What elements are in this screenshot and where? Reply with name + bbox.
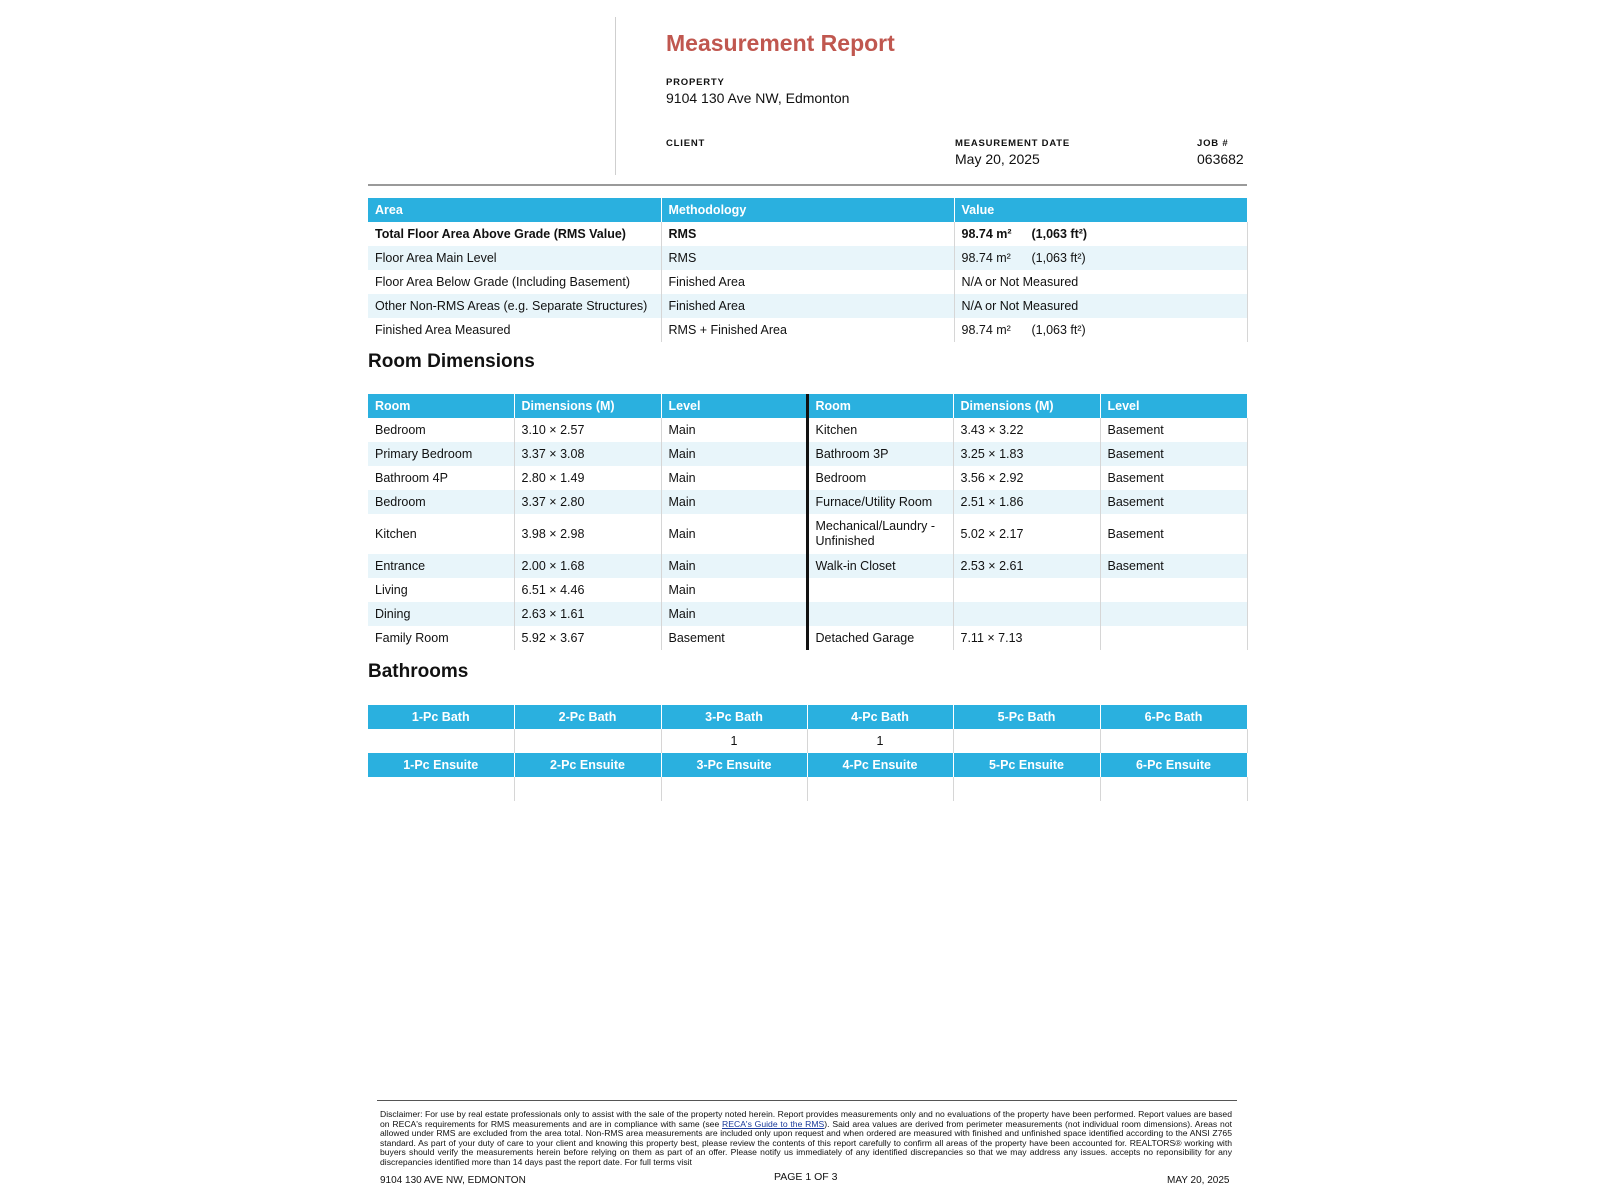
level-cell: Main [661, 514, 807, 554]
measurement-date-label: MEASUREMENT DATE [955, 138, 1071, 149]
room-name-cell: Bedroom [807, 466, 953, 490]
table-row [368, 514, 1247, 554]
room-name-cell: Dining [368, 602, 514, 626]
table-row [368, 602, 1247, 626]
room-name-cell: Bedroom [368, 418, 514, 442]
level-cell [1100, 602, 1247, 626]
method-cell: RMS [661, 246, 954, 270]
room-name-cell: Bedroom [368, 490, 514, 514]
client-label: CLIENT [666, 138, 706, 149]
metric-value: 98.74 m² [961, 227, 1012, 241]
level-header: Level [661, 394, 807, 418]
table-row [368, 270, 1247, 294]
room-name-cell: Primary Bedroom [368, 442, 514, 466]
room-dimensions-title: Room Dimensions [368, 351, 535, 372]
room-name-cell: Kitchen [368, 514, 514, 554]
level-cell: Basement [661, 626, 807, 650]
level-cell: Main [661, 578, 807, 602]
metric-value: 98.74 m² [961, 323, 1011, 337]
method-cell: RMS [661, 222, 954, 246]
area-cell: Other Non-RMS Areas (e.g. Separate Structures) [368, 294, 661, 318]
dimensions-cell: 3.98 × 2.98 [514, 514, 661, 554]
room-name-cell: Detached Garage [807, 626, 953, 650]
ensuite-header: 3-Pc Ensuite [661, 753, 807, 777]
value-cell: N/A or Not Measured [954, 270, 1247, 294]
ensuite-header: 6-Pc Ensuite [1100, 753, 1247, 777]
level-cell: Main [661, 602, 807, 626]
level-cell: Basement [1100, 554, 1247, 578]
level-cell: Basement [1100, 514, 1247, 554]
dimensions-cell: 2.53 × 2.61 [953, 554, 1100, 578]
table-row [368, 418, 1247, 442]
imperial-value: (1,063 ft²) [1031, 251, 1086, 265]
dimensions-cell: 5.92 × 3.67 [514, 626, 661, 650]
ensuite-count [953, 777, 1100, 801]
bath-values-row [368, 729, 1247, 753]
bathrooms-table [368, 705, 1248, 801]
value-header: Value [954, 198, 1247, 222]
dimensions-cell: 2.00 × 1.68 [514, 554, 661, 578]
table-row [368, 246, 1247, 270]
dimensions-cell [953, 602, 1100, 626]
ensuite-header: 1-Pc Ensuite [368, 753, 514, 777]
bath-count [514, 729, 661, 753]
property-label: PROPERTY [666, 77, 725, 88]
dimensions-cell: 2.80 × 1.49 [514, 466, 661, 490]
room-header: Room [807, 394, 953, 418]
method-cell: RMS + Finished Area [661, 318, 954, 342]
table-row [368, 222, 1247, 246]
ensuite-count [368, 777, 514, 801]
ensuite-header: 4-Pc Ensuite [807, 753, 953, 777]
bath-count: 1 [661, 729, 807, 753]
dimensions-cell: 5.02 × 2.17 [953, 514, 1100, 554]
value-cell [954, 318, 1247, 342]
level-cell: Main [661, 466, 807, 490]
rms-guide-link[interactable]: RECA's Guide to the RMS [722, 1118, 825, 1129]
area-table [368, 198, 1248, 342]
room-name-cell: Kitchen [807, 418, 953, 442]
dimensions-cell: 6.51 × 4.46 [514, 578, 661, 602]
table-row [368, 578, 1247, 602]
disclaimer-text-end: ). Said area values are derived from perimeter measurements (not individual room dimensions). Areas not allowed under RMS are excluded from the area total. Non-RMS area measurements are included only upon request and when ordered are measured with finished and unfinished space identified according to the ANSI Z765 standard. As part of your duty of care to your client and knowing this property best, please review the contents of this report carefully to confirm all areas of the property have been accounted for. REALTORS® working with buyers should verify the measurements herein before relying on them as part of an offer. Please notify us immediately of any identified discrepancies so that we may address any issues. accepts no reponsibility for any discrepancies identified more than 14 days past the report date. For full terms visit [380, 1118, 1232, 1167]
level-cell [1100, 626, 1247, 650]
level-cell: Main [661, 442, 807, 466]
area-cell: Total Floor Area Above Grade (RMS Value) [368, 222, 661, 246]
bath-count [1100, 729, 1247, 753]
footer-address: 9104 130 AVE NW, EDMONTON [380, 1175, 526, 1186]
dimensions-cell: 3.43 × 3.22 [953, 418, 1100, 442]
level-cell [1100, 578, 1247, 602]
room-table-body [368, 418, 1247, 650]
room-name-cell: Bathroom 4P [368, 466, 514, 490]
property-value: 9104 130 Ave NW, Edmonton [666, 90, 850, 106]
room-header: Room [368, 394, 514, 418]
room-name-cell: Furnace/Utility Room [807, 490, 953, 514]
level-cell: Basement [1100, 442, 1247, 466]
bath-header: 1-Pc Bath [368, 705, 514, 729]
dimensions-cell: 2.63 × 1.61 [514, 602, 661, 626]
dimensions-cell: 3.25 × 1.83 [953, 442, 1100, 466]
method-cell: Finished Area [661, 294, 954, 318]
ensuite-header: 5-Pc Ensuite [953, 753, 1100, 777]
level-cell: Main [661, 490, 807, 514]
bath-header: 4-Pc Bath [807, 705, 953, 729]
table-row [368, 490, 1247, 514]
method-cell: Finished Area [661, 270, 954, 294]
dimensions-cell: 3.37 × 2.80 [514, 490, 661, 514]
ensuite-count [807, 777, 953, 801]
dimensions-cell: 3.10 × 2.57 [514, 418, 661, 442]
page-title: Measurement Report [666, 30, 895, 56]
dimensions-cell: 3.37 × 3.08 [514, 442, 661, 466]
value-cell: N/A or Not Measured [954, 294, 1247, 318]
disclaimer-text-start: Disclaimer: For use by real estate professionals only to assist with the sale of the property noted herein. Report provides measurements only and no evaluations of the property have been performed. Report values are based on RECA's requirements for RMS measurements and are in compliance with same (see [380, 1109, 1232, 1129]
page-number: PAGE 1 OF 3 [774, 1171, 838, 1183]
area-cell: Floor Area Main Level [368, 246, 661, 270]
area-cell: Floor Area Below Grade (Including Basement) [368, 270, 661, 294]
header-divider [615, 17, 616, 175]
room-name-cell [807, 578, 953, 602]
table-row [368, 294, 1247, 318]
disclaimer [380, 1110, 1232, 1167]
imperial-value: (1,063 ft²) [1031, 227, 1088, 241]
room-name-cell: Family Room [368, 626, 514, 650]
level-cell: Main [661, 418, 807, 442]
ensuite-count [1100, 777, 1247, 801]
metric-value: 98.74 m² [961, 251, 1011, 265]
level-cell: Basement [1100, 418, 1247, 442]
bath-header: 5-Pc Bath [953, 705, 1100, 729]
bath-header: 3-Pc Bath [661, 705, 807, 729]
job-number-label: JOB # [1197, 138, 1229, 149]
bath-header-row [368, 705, 1247, 729]
level-cell: Basement [1100, 490, 1247, 514]
dimensions-cell: 7.11 × 7.13 [953, 626, 1100, 650]
bath-count [368, 729, 514, 753]
room-table-header [368, 394, 1247, 418]
table-row [368, 442, 1247, 466]
area-table-header [368, 198, 1247, 222]
level-header: Level [1100, 394, 1247, 418]
room-name-cell: Bathroom 3P [807, 442, 953, 466]
bath-header: 6-Pc Bath [1100, 705, 1247, 729]
job-number-value: 063682 [1197, 151, 1244, 167]
level-cell: Basement [1100, 466, 1247, 490]
room-dimensions-table [368, 394, 1248, 650]
footer-rule [377, 1100, 1237, 1101]
value-cell [954, 246, 1247, 270]
bathrooms-title: Bathrooms [368, 661, 469, 682]
dimensions-header: Dimensions (M) [953, 394, 1100, 418]
value-cell [954, 222, 1247, 246]
methodology-header: Methodology [661, 198, 954, 222]
imperial-value: (1,063 ft²) [1031, 323, 1086, 337]
table-row [368, 466, 1247, 490]
dimensions-header: Dimensions (M) [514, 394, 661, 418]
header-rule [368, 184, 1247, 186]
bath-count: 1 [807, 729, 953, 753]
measurement-date-value: May 20, 2025 [955, 151, 1040, 167]
dimensions-cell: 3.56 × 2.92 [953, 466, 1100, 490]
table-row [368, 626, 1247, 650]
ensuite-header: 2-Pc Ensuite [514, 753, 661, 777]
table-row [368, 554, 1247, 578]
room-name-cell: Entrance [368, 554, 514, 578]
area-cell: Finished Area Measured [368, 318, 661, 342]
dimensions-cell [953, 578, 1100, 602]
ensuite-count [514, 777, 661, 801]
dimensions-cell: 2.51 × 1.86 [953, 490, 1100, 514]
footer-date: MAY 20, 2025 [1167, 1175, 1230, 1186]
level-cell: Main [661, 554, 807, 578]
room-name-cell: Living [368, 578, 514, 602]
room-name-cell: Walk-in Closet [807, 554, 953, 578]
bath-header: 2-Pc Bath [514, 705, 661, 729]
room-name-cell: Mechanical/Laundry - Unfinished [807, 514, 953, 554]
bath-count [953, 729, 1100, 753]
ensuite-values-row [368, 777, 1247, 801]
room-name-cell [807, 602, 953, 626]
ensuite-count [661, 777, 807, 801]
ensuite-header-row [368, 753, 1247, 777]
table-row [368, 318, 1247, 342]
area-header: Area [368, 198, 661, 222]
